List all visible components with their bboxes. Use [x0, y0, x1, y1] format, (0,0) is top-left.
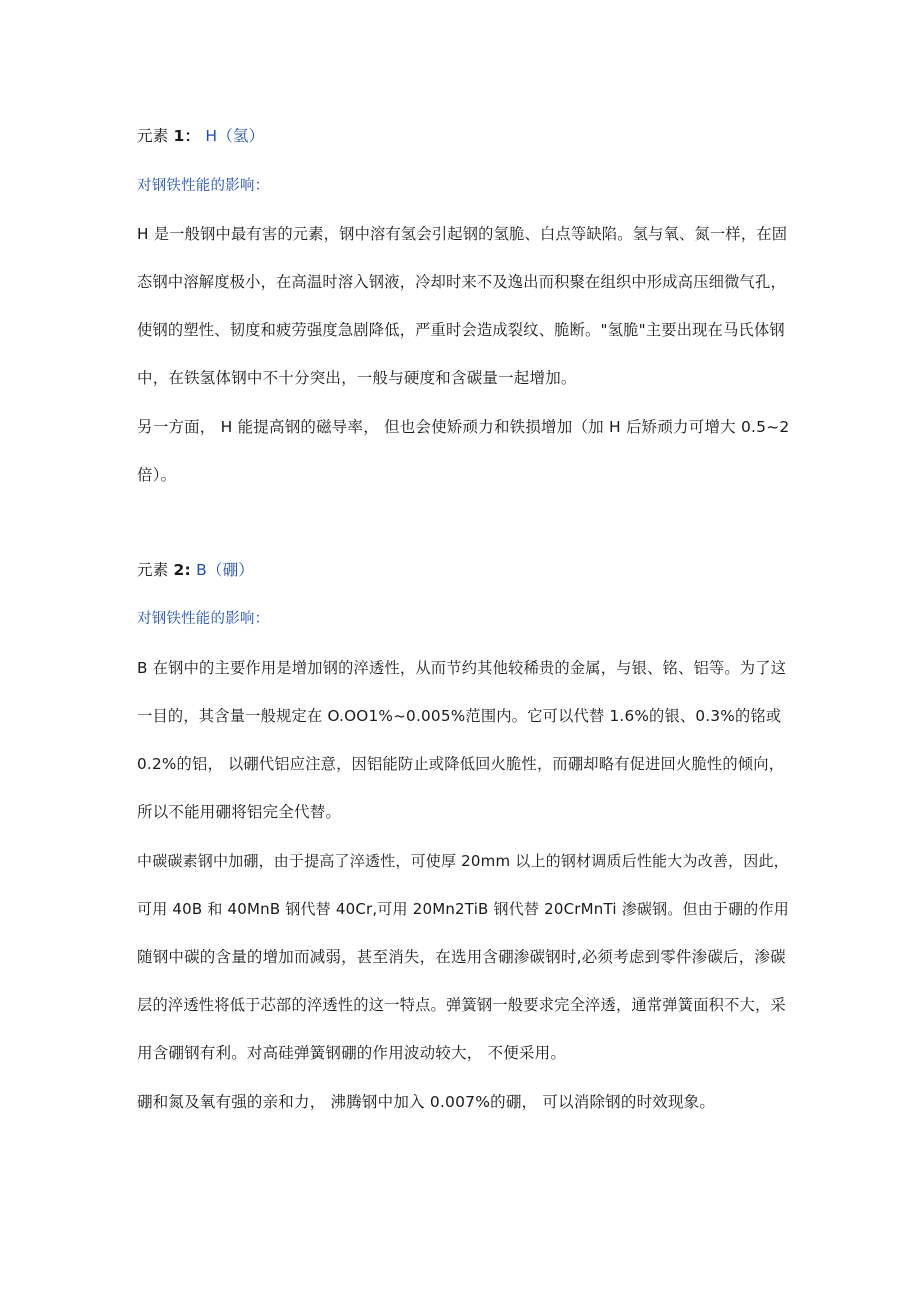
section-2-line-10: 硼和氮及氧有强的亲和力， 沸腾钢中加入 0.007%的硼， 可以消除钢的时效现象。 — [137, 1093, 716, 1111]
section-2-line-5: 中碳碳素钢中加硼，由于提高了淬透性，可使厚 20mm 以上的钢材调质后性能大为改善，因此， — [137, 852, 789, 870]
section-1-line-1: H 是一般钢中最有害的元素，钢中溶有氢会引起钢的氢脆、白点等缺陷。氢与氧、氮一样，在固 — [137, 225, 788, 243]
section-2-line-4: 所以不能用硼将铝完全代替。 — [137, 803, 342, 821]
section-1-line-4: 中，在铁氢体钢中不十分突出，一般与硬度和含碳量一起增加。 — [137, 369, 577, 387]
section-2-heading-number: 2: — [173, 561, 191, 579]
section-2-line-6: 可用 40B 和 40MnB 钢代替 40Cr,可用 20Mn2TiB 钢代替 20CrMnTi 渗碳钢。但由于硼的作用 — [137, 900, 789, 918]
section-1-line-5: 另一方面， H 能提高钢的磁导率， 但也会使矫顽力和铁损增加（加 H 后矫顽力可增大 0.5~2 — [137, 418, 790, 436]
section-2-heading — [137, 560, 254, 580]
section-1-heading-prefix: 元素 — [137, 127, 169, 145]
section-2-line-2: 一目的，其含量一般规定在 O.OO1%~0.005%范围内。它可以代替 1.6%的银、0.3%的铭或 — [137, 707, 782, 725]
section-2-line-1: B 在钢中的主要作用是增加钢的淬透性，从而节约其他较稀贵的金属，与银、铭、铝等。为了这 — [137, 659, 787, 677]
section-2-line-7: 随钢中碳的含量的增加而减弱，甚至消失，在选用含硼渗碳钢时,必须考虑到零件渗碳后，渗碳 — [137, 948, 786, 966]
section-2-line-3: 0.2%的铝， 以硼代铝应注意，因铝能防止或降低回火脆性，而硼却略有促进回火脆性的倾向， — [137, 755, 785, 773]
section-2-heading-symbol: B（硼） — [196, 561, 255, 579]
section-1-heading-number: 1： — [173, 127, 201, 145]
section-1-line-2: 态钢中溶解度极小，在高温时溶入钢液，冷却时来不及逸出而积聚在组织中形成高压细微气孔， — [137, 273, 786, 291]
section-1-line-3: 使钢的塑性、韧度和疲劳强度急剧降低，严重时会造成裂纹、脆断。"氢脆"主要出现在马氏体钢 — [137, 321, 785, 339]
section-2-line-9: 用含硼钢有利。对高硅弹簧钢硼的作用波动较大， 不便采用。 — [137, 1044, 567, 1062]
section-2-heading-prefix: 元素 — [137, 561, 169, 579]
section-1-line-6: 倍）。 — [137, 466, 177, 484]
section-2-subheading: 对钢铁性能的影响： — [137, 611, 270, 627]
section-1-heading-symbol: H（氢） — [205, 127, 265, 145]
section-1-heading — [137, 126, 264, 146]
section-2-line-8: 层的淬透性将低于芯部的淬透性的这一特点。弹簧钢一般要求完全淬透，通常弹簧面积不大，采 — [137, 996, 786, 1014]
section-1-subheading: 对钢铁性能的影响： — [137, 178, 270, 194]
